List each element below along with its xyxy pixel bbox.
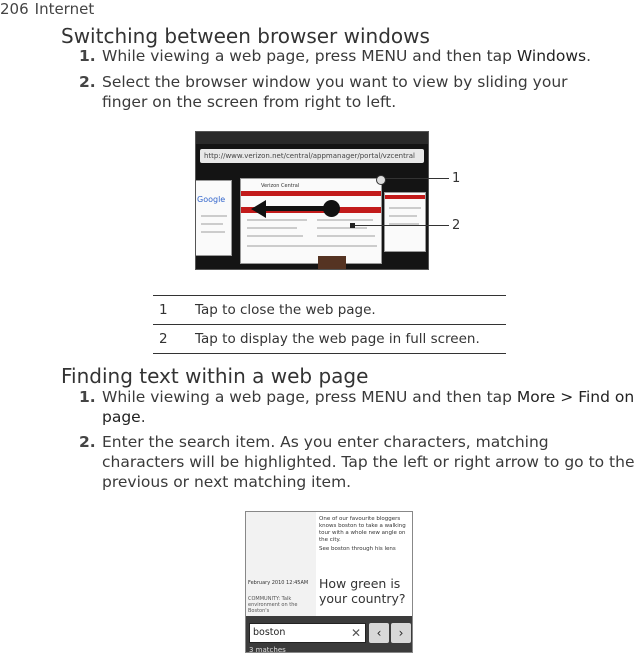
find-search-input[interactable] [249, 623, 366, 643]
step-number: 2. [79, 433, 96, 451]
step-1-finding [79, 387, 637, 427]
page-header [0, 0, 94, 18]
step-text-end: . [140, 408, 146, 426]
page-number: 206 [0, 0, 29, 18]
table-row [153, 325, 506, 354]
article-snippet: One of our favourite bloggers knows boston to take a walking tour with a whole new angle on the city. [319, 516, 406, 543]
thumbnail-image [318, 256, 346, 270]
fullscreen-tap-target[interactable] [350, 223, 355, 228]
callout-line-1 [385, 178, 449, 179]
step-1-switching [79, 46, 622, 66]
callout-description: Tap to display the web page in full screen. [195, 325, 506, 354]
step-number: 1. [79, 47, 96, 65]
callout-number-1: 1 [452, 171, 461, 186]
step-text: Enter the search item. As you enter characters, matching characters will be highlighted. Tap the left or right arrow to go to the previous or next matching item. [102, 433, 635, 491]
step-text-end: . [586, 47, 592, 65]
community-snippet: COMMUNITY: Talk environment on the Boston's [248, 596, 298, 614]
callout-table [153, 295, 506, 354]
match-count: 3 matches [249, 646, 286, 653]
step-number: 2. [79, 73, 96, 91]
status-bar [196, 132, 428, 144]
next-match-button[interactable]: › [391, 623, 411, 643]
search-value: boston [253, 627, 286, 638]
callout-line-2 [353, 225, 449, 226]
article-heading: How green is your country? [319, 576, 406, 606]
left-browser-window [195, 180, 232, 256]
center-page-title: Verizon Central [261, 183, 300, 189]
browser-windows-screenshot [195, 131, 429, 270]
previous-match-button[interactable]: ‹ [369, 623, 389, 643]
menu-item-windows: Windows [516, 47, 587, 65]
section-title-finding: Finding text within a web page [61, 364, 369, 388]
url-bar: http://www.verizon.net/central/appmanager/portal/vzcentral [200, 149, 424, 163]
section-title-switching: Switching between browser windows [61, 24, 430, 48]
article-link: See boston through his lens [319, 546, 396, 552]
step-text: While viewing a web page, press MENU and then tap [102, 47, 517, 65]
callout-number-2: 2 [452, 218, 461, 233]
finger-touch-icon [323, 200, 340, 217]
clear-icon[interactable]: ✕ [350, 626, 361, 640]
menu-item-find-on-page: More > Find on page [102, 388, 635, 426]
callout-description: Tap to close the web page. [195, 296, 506, 325]
find-bar [246, 616, 412, 653]
right-browser-window [384, 192, 426, 252]
close-window-icon[interactable] [376, 175, 386, 185]
center-browser-window [240, 178, 382, 264]
step-2-switching [79, 72, 612, 112]
step-2-finding [79, 432, 635, 492]
table-row [153, 296, 506, 325]
find-on-page-screenshot [245, 511, 413, 653]
callout-key: 2 [153, 325, 195, 354]
section-name: Internet [34, 0, 95, 18]
google-logo-text: Google [197, 195, 226, 204]
step-text: Select the browser window you want to view by sliding your finger on the screen from right to left. [102, 73, 568, 111]
article-date: February 2010 12:45AM [248, 580, 309, 586]
callout-key: 1 [153, 296, 195, 325]
step-text: While viewing a web page, press MENU and then tap [102, 388, 517, 406]
step-number: 1. [79, 388, 96, 406]
